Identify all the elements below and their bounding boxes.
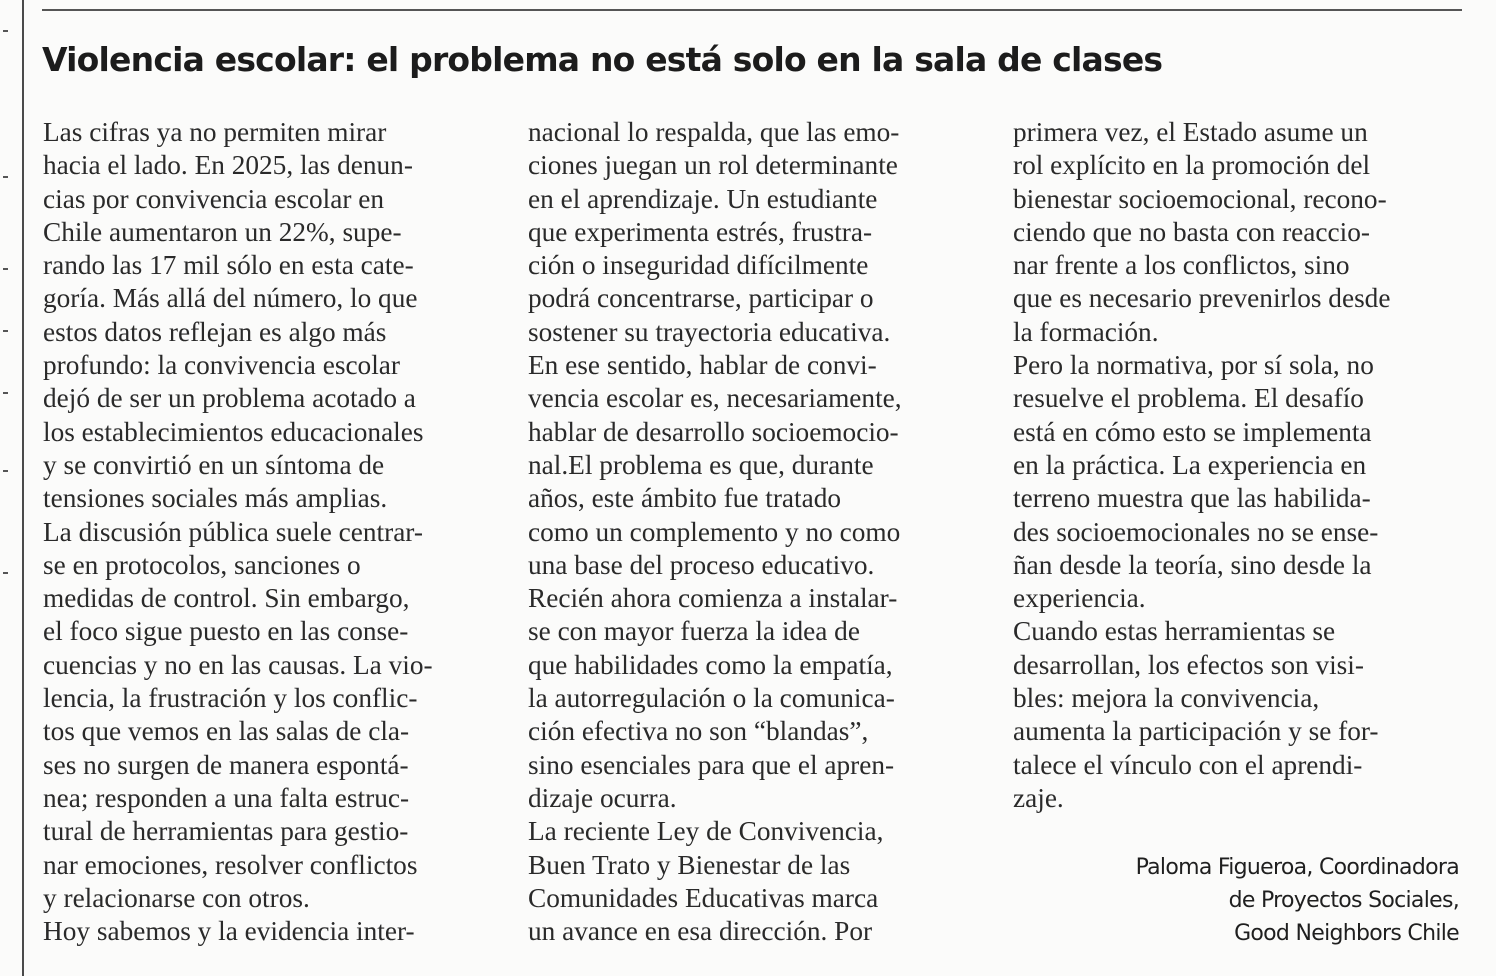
- article-text-line: nar emociones, resolver conflictos: [43, 849, 418, 880]
- top-rule: [42, 9, 1462, 11]
- article-text-line: nar frente a los conflictos, sino: [1013, 250, 1350, 281]
- article-text-line: podrá concentrarse, participar o: [528, 283, 874, 314]
- article-text-line: Hoy sabemos y la evidencia inter-: [43, 916, 415, 947]
- article-text-line: estos datos reflejan es algo más: [43, 316, 387, 347]
- article-text-line: se en protocolos, sanciones o: [43, 549, 361, 580]
- article-text-line: talece el vínculo con el aprendi-: [1013, 749, 1363, 780]
- article-text-line: experiencia.: [1013, 583, 1146, 614]
- article-text-line: Recién ahora comienza a instalar-: [528, 583, 898, 614]
- article-text-line: tos que vemos en las salas de cla-: [43, 716, 410, 747]
- article-text-line: La discusión pública suele centrar-: [43, 516, 423, 547]
- article-text-line: los establecimientos educacionales: [43, 416, 424, 447]
- article-text-line: se con mayor fuerza la idea de: [528, 616, 860, 647]
- article-text-line: ción o inseguridad difícilmente: [528, 250, 869, 281]
- article-text-line: hablar de desarrollo socioemocio-: [528, 416, 899, 447]
- signature-line: Good Neighbors Chile: [1234, 921, 1459, 946]
- left-edge-marks: [0, 0, 10, 976]
- signature-line: Paloma Figueroa, Coordinadora: [1135, 855, 1459, 880]
- article-text-line: ciones juegan un rol determinante: [528, 150, 898, 181]
- article-text-line: la formación.: [1013, 316, 1159, 347]
- article-text-line: bles: mejora la convivencia,: [1013, 683, 1320, 714]
- article-text-line: dejó de ser un problema acotado a: [43, 383, 416, 414]
- signature-line: de Proyectos Sociales,: [1228, 888, 1459, 913]
- article-text-line: y relacionarse con otros.: [43, 882, 310, 913]
- article-text-line: Chile aumentaron un 22%, supe-: [43, 216, 402, 247]
- article-text-line: primera vez, el Estado asume un: [1013, 117, 1368, 147]
- author-signature: [1136, 851, 1459, 950]
- article-text-line: que es necesario prevenirlos desde: [1013, 283, 1391, 314]
- article-text-line: rando las 17 mil sólo en esta cate-: [43, 250, 414, 281]
- article-text-line: en el aprendizaje. Un estudiante: [528, 183, 878, 214]
- article-text-line: en la práctica. La experiencia en: [1013, 449, 1367, 480]
- article-text-line: Pero la normativa, por sí sola, no: [1013, 350, 1374, 381]
- article-text-line: nea; responden a una falta estruc-: [43, 782, 410, 813]
- article-text-line: goría. Más allá del número, lo que: [43, 283, 418, 314]
- article-text-line: terreno muestra que las habilida-: [1013, 483, 1371, 514]
- article-text-line: medidas de control. Sin embargo,: [43, 583, 410, 614]
- article-text-line: la autorregulación o la comunica-: [528, 683, 895, 714]
- article-text-line: La reciente Ley de Convivencia,: [528, 816, 884, 847]
- article-text-line: sino esenciales para que el apren-: [528, 749, 895, 780]
- article-column-3: [1013, 116, 1390, 815]
- article-text-line: nal.El problema es que, durante: [528, 449, 874, 480]
- article-text-line: lencia, la frustración y los conflic-: [43, 683, 418, 714]
- article-headline: Violencia escolar: el problema no está solo en la sala de clases: [42, 40, 1163, 79]
- article-text-line: tural de herramientas para gestio-: [43, 816, 409, 847]
- article-text-line: el foco sigue puesto en las conse-: [43, 616, 409, 647]
- article-text-line: zaje.: [1013, 782, 1064, 813]
- article-text-line: que experimenta estrés, frustra-: [528, 216, 873, 247]
- article-text-line: cuencias y no en las causas. La vio-: [43, 649, 433, 680]
- article-text-line: está en cómo esto se implementa: [1013, 416, 1372, 447]
- article-text-line: profundo: la convivencia escolar: [43, 350, 400, 381]
- left-column-rule: [22, 0, 24, 976]
- article-text-line: resuelve el problema. El desafío: [1013, 383, 1364, 414]
- article-text-line: una base del proceso educativo.: [528, 549, 875, 580]
- article-text-line: Buen Trato y Bienestar de las: [528, 849, 851, 880]
- article-text-line: En ese sentido, hablar de convi-: [528, 350, 877, 381]
- article-text-line: como un complemento y no como: [528, 516, 901, 547]
- article-text-line: ción efectiva no son “blandas”,: [528, 716, 869, 747]
- article-text-line: Comunidades Educativas marca: [528, 882, 879, 913]
- article-text-line: ses no surgen de manera espontá-: [43, 749, 409, 780]
- article-text-line: cias por convivencia escolar en: [43, 183, 385, 214]
- article-text-line: que habilidades como la empatía,: [528, 649, 893, 680]
- article-text-line: des socioemocionales no se ense-: [1013, 516, 1379, 547]
- article-text-line: dizaje ocurra.: [528, 782, 677, 813]
- article-text-line: aumenta la participación y se for-: [1013, 716, 1379, 747]
- article-text-line: hacia el lado. En 2025, las denun-: [43, 150, 413, 181]
- article-text-line: ciendo que no basta con reaccio-: [1013, 216, 1370, 247]
- article-text-line: ñan desde la teoría, sino desde la: [1013, 549, 1372, 580]
- article-text-line: y se convirtió en un síntoma de: [43, 449, 385, 480]
- article-text-line: nacional lo respalda, que las emo-: [528, 117, 900, 147]
- article-text-line: Las cifras ya no permiten mirar: [43, 117, 387, 147]
- article-text-line: tensiones sociales más amplias.: [43, 483, 388, 514]
- article-text-line: años, este ámbito fue tratado: [528, 483, 842, 514]
- article-text-line: Cuando estas herramientas se: [1013, 616, 1336, 647]
- article-text-line: sostener su trayectoria educativa.: [528, 316, 891, 347]
- article-text-line: un avance en esa dirección. Por: [528, 916, 873, 947]
- article-text-line: desarrollan, los efectos son visi-: [1013, 649, 1364, 680]
- article-text-line: vencia escolar es, necesariamente,: [528, 383, 902, 414]
- article-text-line: rol explícito en la promoción del: [1013, 150, 1371, 181]
- article-column-1: [43, 116, 433, 948]
- article-column-2: [528, 116, 902, 948]
- article-text-line: bienestar socioemocional, recono-: [1013, 183, 1387, 214]
